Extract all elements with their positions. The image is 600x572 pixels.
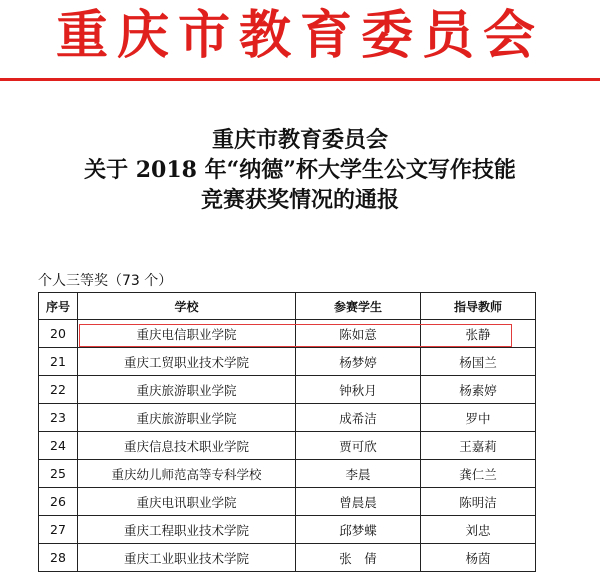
table-header-row [39,293,536,320]
cell-student: 钟秋月 [296,376,421,404]
notice-title-line-1: 重庆市教育委员会 [211,127,388,153]
cell-teacher: 龚仁兰 [421,460,536,488]
cell-seq: 20 [39,320,78,348]
table-row [39,320,536,348]
cell-student: 张 倩 [296,544,421,572]
notice-title-line-3: 竞赛获奖情况的通报 [200,187,399,213]
cell-student: 陈如意 [296,320,421,348]
table-row [39,376,536,404]
table-row [39,488,536,516]
cell-seq: 21 [39,348,78,376]
cell-teacher: 刘忠 [421,516,536,544]
cell-seq: 26 [39,488,78,516]
cell-school: 重庆电信职业学院 [78,320,296,348]
cell-teacher: 陈明洁 [421,488,536,516]
cell-teacher: 罗中 [421,404,536,432]
header-teacher: 指导教师 [421,293,536,320]
table-row [39,460,536,488]
cell-seq: 28 [39,544,78,572]
cell-teacher: 王嘉莉 [421,432,536,460]
cell-student: 李晨 [296,460,421,488]
table-row [39,544,536,572]
cell-school: 重庆工贸职业技术学院 [78,348,296,376]
notice-title-line-2: 关于 2018 年“纳德”杯大学生公文写作技能 [84,157,516,183]
cell-student: 贾可欣 [296,432,421,460]
cell-teacher: 杨素婷 [421,376,536,404]
cell-school: 重庆电讯职业学院 [78,488,296,516]
cell-seq: 23 [39,404,78,432]
cell-seq: 22 [39,376,78,404]
cell-student: 杨梦婷 [296,348,421,376]
table-row [39,404,536,432]
cell-student: 邱梦蝶 [296,516,421,544]
awards-table [38,292,536,572]
table-row [39,348,536,376]
header-seq: 序号 [39,293,78,320]
cell-school: 重庆信息技术职业学院 [78,432,296,460]
cell-school: 重庆工业职业技术学院 [78,544,296,572]
letterhead-red-rule [0,78,600,81]
cell-school: 重庆旅游职业学院 [78,376,296,404]
letterhead-title: 重庆市教育委员会 [55,5,544,66]
table-row [39,516,536,544]
cell-student: 成希洁 [296,404,421,432]
header-school: 学校 [78,293,296,320]
cell-seq: 24 [39,432,78,460]
header-student: 参赛学生 [296,293,421,320]
cell-school: 重庆幼儿师范高等专科学校 [78,460,296,488]
cell-teacher: 张静 [421,320,536,348]
cell-seq: 25 [39,460,78,488]
cell-teacher: 杨国兰 [421,348,536,376]
section-caption: 个人三等奖（73 个） [38,273,173,289]
table-row [39,432,536,460]
cell-school: 重庆工程职业技术学院 [78,516,296,544]
cell-teacher: 杨茵 [421,544,536,572]
cell-student: 曾晨晨 [296,488,421,516]
letterhead [0,0,600,78]
cell-seq: 27 [39,516,78,544]
cell-school: 重庆旅游职业学院 [78,404,296,432]
notice-title [0,125,600,215]
